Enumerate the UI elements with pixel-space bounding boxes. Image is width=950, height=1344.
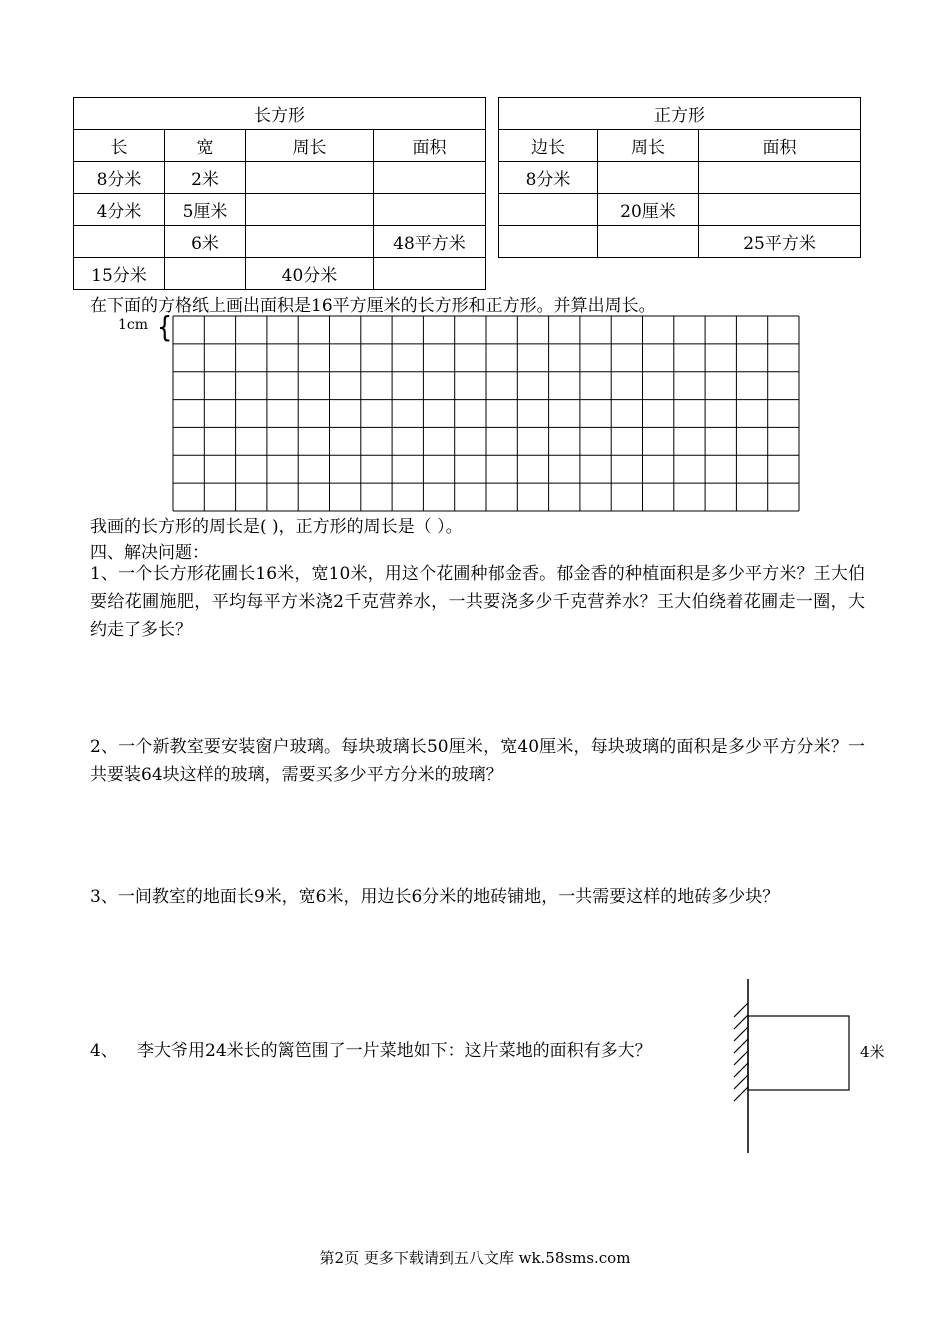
table-cell [598, 226, 699, 258]
table-row [74, 226, 486, 258]
table-cell: 8分米 [74, 162, 165, 194]
table-cell: 4分米 [74, 194, 165, 226]
grid-unit-label: 1cm [118, 317, 149, 333]
header-cell: 周长 [246, 130, 374, 162]
side-length-label: 4米 [860, 1043, 885, 1061]
table-cell [74, 226, 165, 258]
table-row [499, 226, 861, 258]
table-cell: 6米 [165, 226, 246, 258]
table-cell [499, 226, 598, 258]
square-table-title: 正方形 [499, 98, 861, 130]
problem-3: 3、一间教室的地面长9米，宽6米，用边长6分米的地砖铺地，一共需要这样的地砖多少块？ [90, 887, 780, 907]
page-footer: 第2页 更多下载请到五八文库 wk.58sms.com [319, 1249, 631, 1267]
square-table [498, 97, 861, 258]
table-cell [374, 194, 486, 226]
table-cell [165, 258, 246, 290]
table-row [499, 162, 861, 194]
table-row [499, 194, 861, 226]
table-cell [598, 162, 699, 194]
table-row [74, 194, 486, 226]
table-cell [374, 258, 486, 290]
problem-4-number: 4、 [90, 1041, 118, 1061]
brace-icon: { [157, 310, 173, 344]
table-cell [246, 194, 374, 226]
grid-instruction: 在下面的方格纸上画出面积是16平方厘米的长方形和正方形。并算出周长。 [90, 296, 656, 316]
rectangle-table [73, 97, 486, 290]
table-cell: 40分米 [246, 258, 374, 290]
table-cell [699, 194, 861, 226]
rectangle-table-title: 长方形 [74, 98, 486, 130]
section-title: 四、解决问题： [90, 543, 209, 563]
table-cell: 48平方米 [374, 226, 486, 258]
table-row [74, 162, 486, 194]
problem-2: 2、一个新教室要安装窗户玻璃。每块玻璃长50厘米，宽40厘米，每块玻璃的面积是多少平方分米？一共要装64块这样的玻璃，需要买多少平方分米的玻璃？ [90, 737, 865, 785]
header-cell: 周长 [598, 130, 699, 162]
table-cell: 25平方米 [699, 226, 861, 258]
header-cell: 边长 [499, 130, 598, 162]
table-cell: 15分米 [74, 258, 165, 290]
table-cell: 5厘米 [165, 194, 246, 226]
table-cell [374, 162, 486, 194]
table-cell: 2米 [165, 162, 246, 194]
problem-1: 1、一个长方形花圃长16米，宽10米，用这个花圃种郁金香。郁金香的种植面积是多少平方米？王大伯要给花圃施肥，平均每平方米浇2千克营养水，一共要浇多少千克营养水？王大伯绕着花圃走一圈，大约走了多长？ [90, 564, 865, 640]
table-cell: 20厘米 [598, 194, 699, 226]
header-cell: 面积 [374, 130, 486, 162]
table-cell [246, 226, 374, 258]
table-cell [246, 162, 374, 194]
table-row [74, 258, 486, 290]
header-cell: 面积 [699, 130, 861, 162]
header-cell: 宽 [165, 130, 246, 162]
fence-diagram [725, 975, 860, 1157]
header-cell: 长 [74, 130, 165, 162]
table-cell: 8分米 [499, 162, 598, 194]
grid-paper [172, 315, 800, 512]
wall-hatching [734, 1003, 748, 1101]
table-cell [699, 162, 861, 194]
perimeter-answer-line: 我画的长方形的周长是( )，正方形的周长是（ ）。 [90, 517, 463, 537]
vegetable-plot [748, 1016, 849, 1090]
problem-4: 李大爷用24米长的篱笆围了一片菜地如下：这片菜地的面积有多大？ [137, 1041, 652, 1061]
table-cell [499, 194, 598, 226]
